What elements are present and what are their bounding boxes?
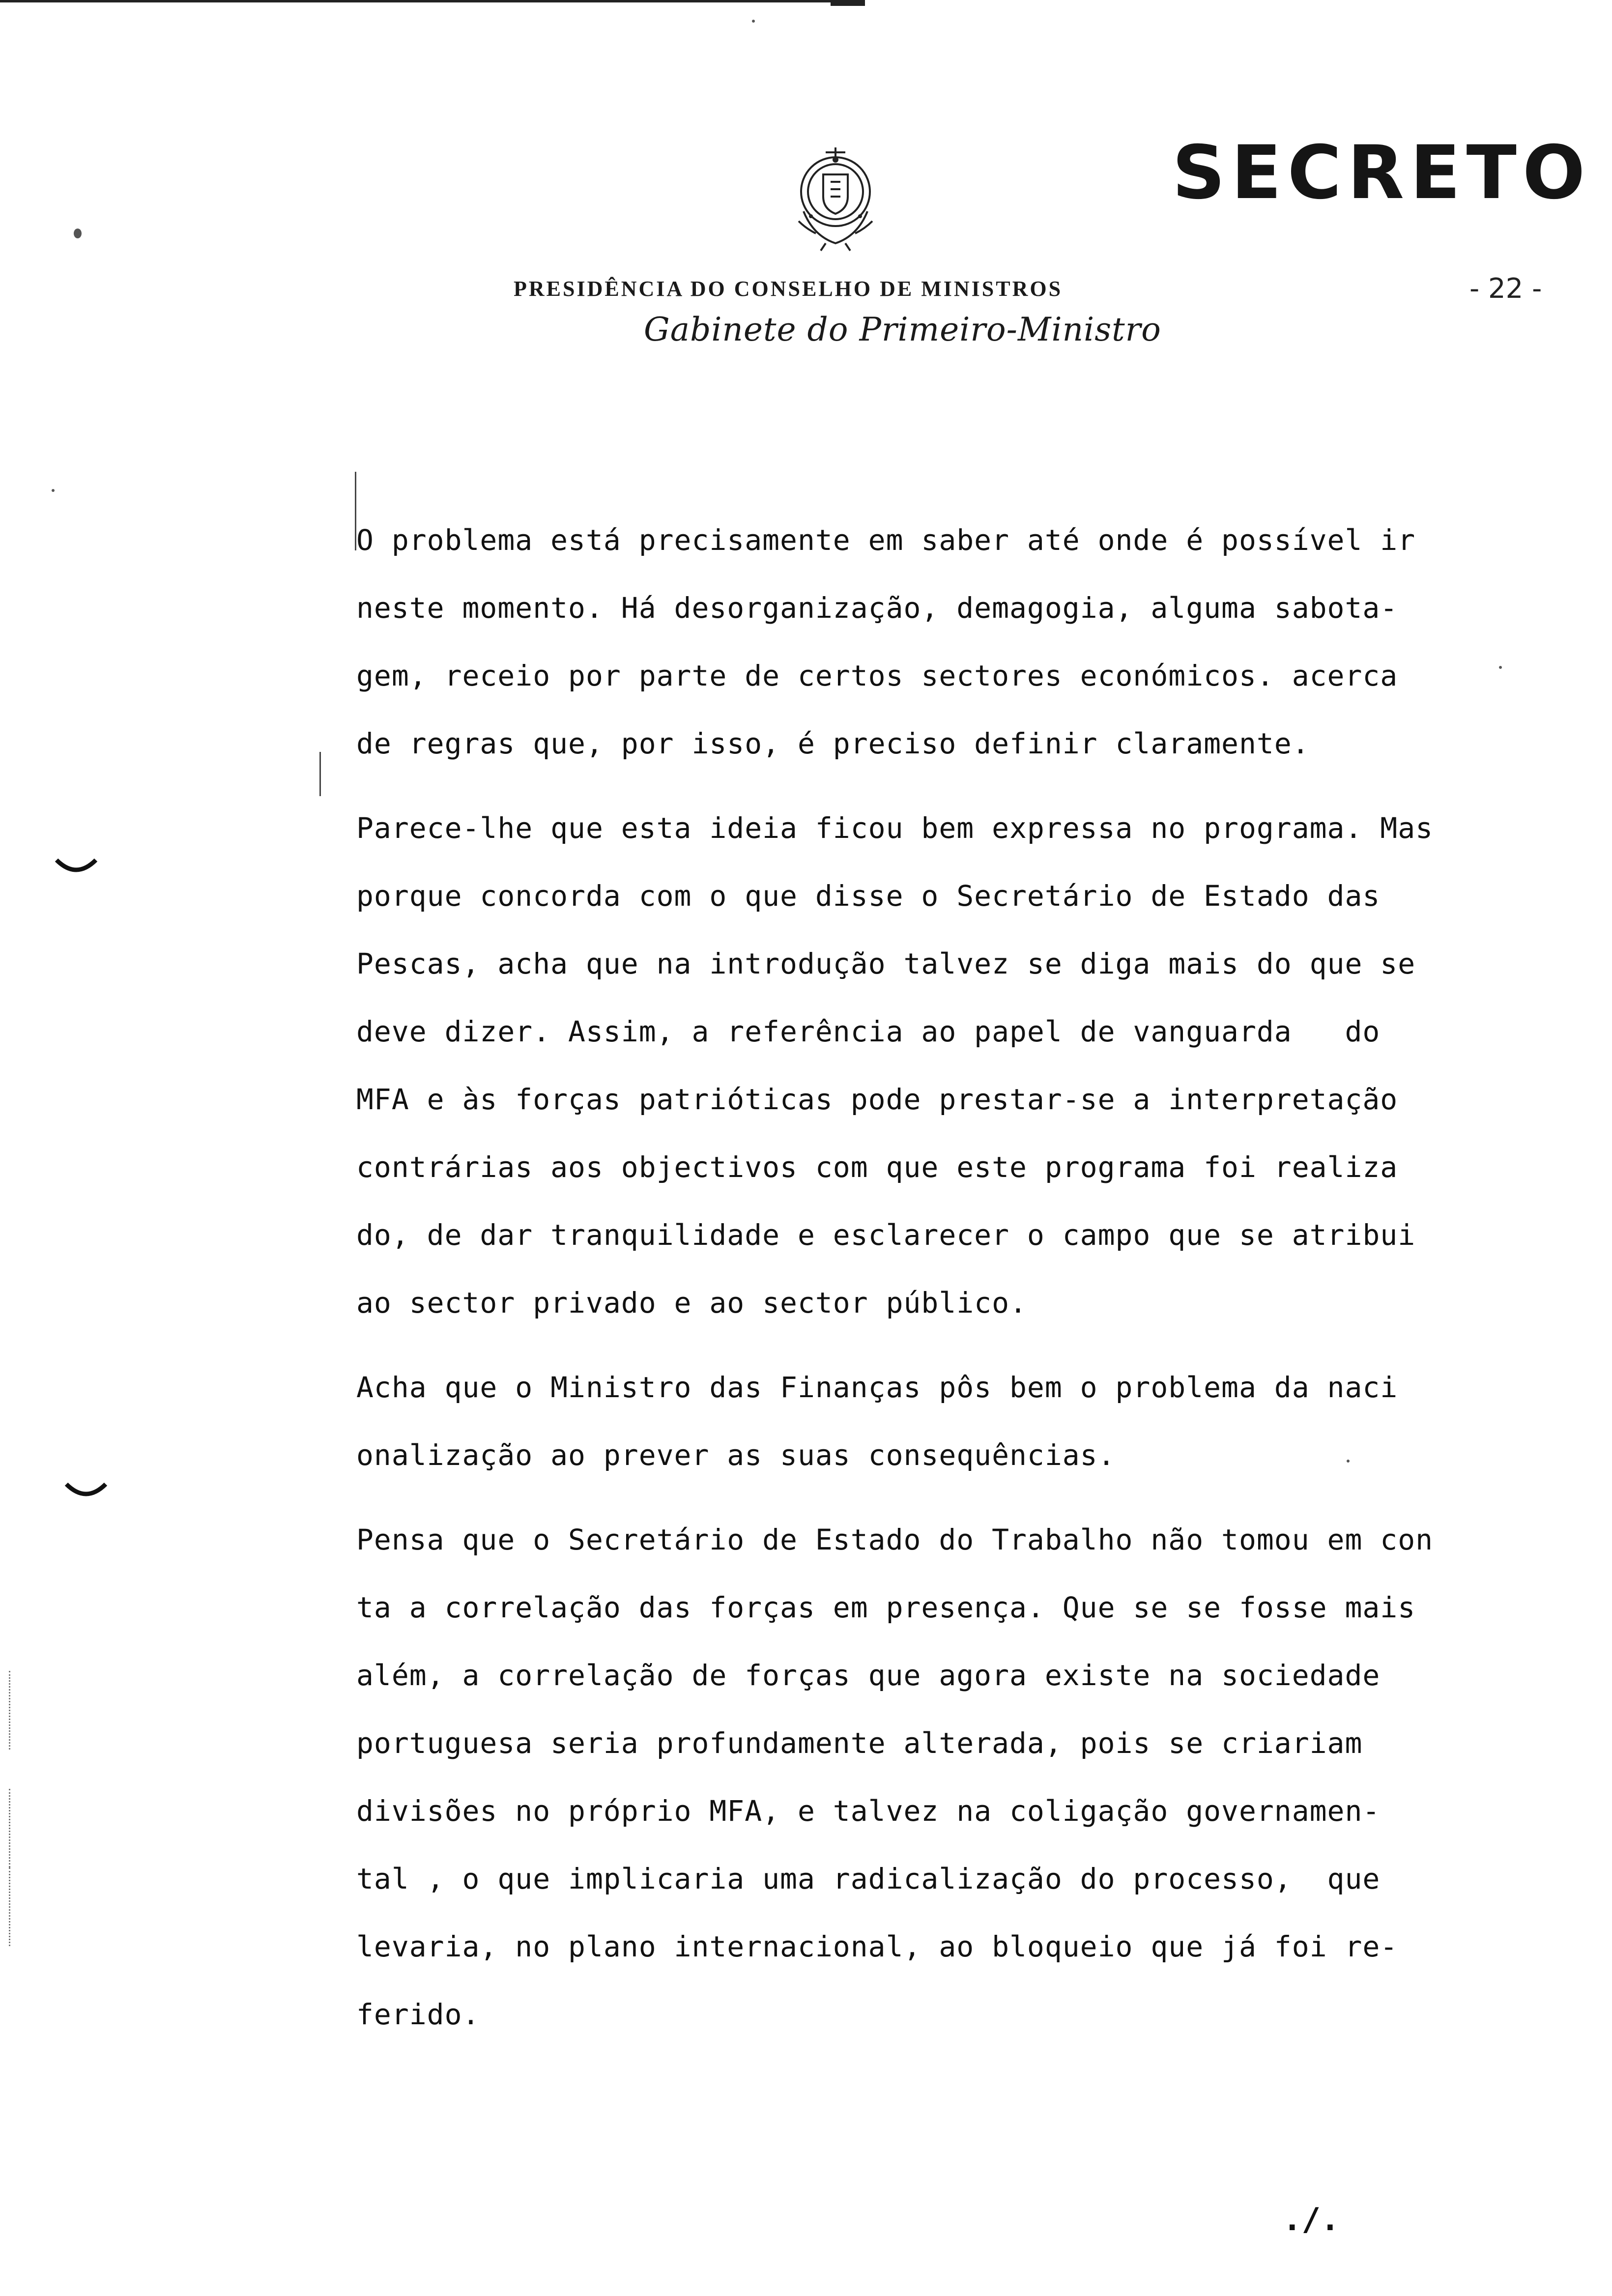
scan-speck	[52, 489, 55, 492]
scan-speck	[752, 20, 755, 23]
text-line: tal , o que implicaria uma radicalização do processo, que	[356, 1862, 1381, 1895]
text-line: Acha que o Ministro das Finanças pôs bem o problema da naci	[356, 1371, 1398, 1404]
punch-dots	[9, 1789, 17, 1867]
text-line: Parece-lhe que esta ideia ficou bem expressa no programa. Mas	[356, 811, 1434, 845]
paragraph	[356, 506, 1462, 777]
text-line: MFA e às forças patrióticas pode prestar-se a interpretação	[356, 1083, 1398, 1116]
text-line: gem, receio por parte de certos sectores económicos. acerca	[356, 659, 1398, 692]
coat-of-arms-icon	[777, 138, 894, 256]
binder-hole-icon	[64, 1479, 108, 1504]
text-line: ta a correlação das forças em presença. Que se se fosse mais	[356, 1591, 1416, 1624]
paragraph	[356, 1353, 1462, 1489]
continuation-mark: ./.	[1283, 2202, 1340, 2238]
punch-dots	[9, 1671, 17, 1750]
classification-stamp: SECRETO	[1172, 130, 1591, 216]
text-line: divisões no próprio MFA, e talvez na coligação governamen-	[356, 1794, 1381, 1828]
text-line: de regras que, por isso, é preciso definir claramente.	[356, 727, 1310, 760]
scan-speck	[1347, 1460, 1350, 1463]
text-line: Pescas, acha que na introdução talvez se diga mais do que se	[356, 947, 1416, 980]
cabinet-subheading: Gabinete do Primeiro-Ministro	[644, 311, 1161, 348]
paragraph	[356, 794, 1462, 1337]
paragraph	[356, 1506, 1462, 2048]
top-scan-mark	[831, 0, 865, 6]
text-line: deve dizer. Assim, a referência ao papel de vanguarda do	[356, 1015, 1381, 1048]
text-line: contrárias aos objectivos com que este programa foi realiza	[356, 1150, 1398, 1184]
text-line: além, a correlação de forças que agora existe na sociedade	[356, 1659, 1381, 1692]
scan-speck	[74, 229, 82, 238]
text-line: ao sector privado e ao sector público.	[356, 1286, 1027, 1320]
margin-tick	[319, 752, 321, 796]
margin-rule	[355, 472, 356, 550]
text-line: Pensa que o Secretário de Estado do Trabalho não tomou em con	[356, 1523, 1434, 1556]
text-line: levaria, no plano internacional, ao bloqueio que já foi re-	[356, 1930, 1398, 1963]
text-line: porque concorda com o que disse o Secretário de Estado das	[356, 879, 1381, 913]
page-number: - 22 -	[1469, 273, 1542, 305]
text-line: portuguesa seria profundamente alterada, pois se criariam	[356, 1726, 1363, 1760]
office-heading: PRESIDÊNCIA DO CONSELHO DE MINISTROS	[514, 277, 1063, 301]
top-scan-line	[0, 0, 860, 2]
document-body	[356, 506, 1462, 2065]
scan-speck	[1499, 666, 1502, 669]
text-line: O problema está precisamente em saber até onde é possível ir	[356, 523, 1416, 557]
text-line: onalização ao prever as suas consequências.	[356, 1438, 1116, 1472]
text-line: ferido.	[356, 1998, 480, 2031]
text-line: do, de dar tranquilidade e esclarecer o campo que se atribui	[356, 1218, 1416, 1252]
binder-hole-icon	[54, 855, 98, 880]
punch-dots	[9, 1867, 17, 1946]
text-line: neste momento. Há desorganização, demagogia, alguma sabota-	[356, 591, 1398, 625]
